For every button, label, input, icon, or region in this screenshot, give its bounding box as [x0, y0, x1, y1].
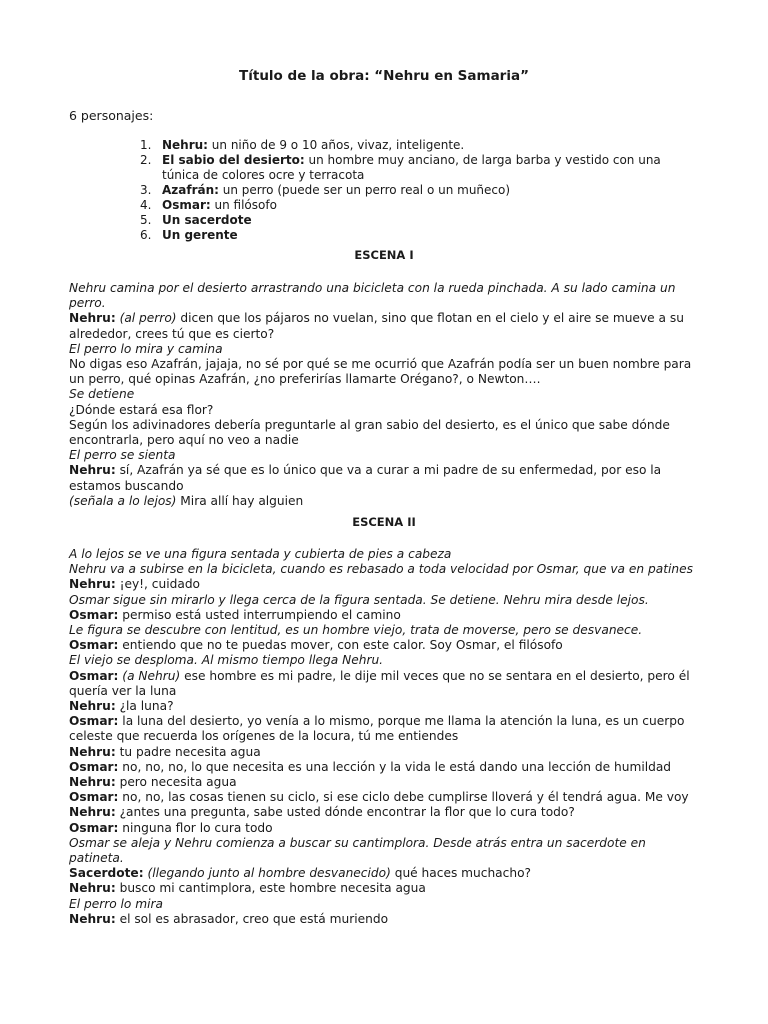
stage-direction: El perro lo mira [69, 896, 164, 911]
speaker-name: Osmar: [69, 759, 119, 774]
dialogue-line [69, 669, 699, 699]
speaker-name: Nehru: [69, 881, 116, 896]
stage-direction: Se detiene [69, 387, 135, 402]
spoken-text: ninguna flor lo cura todo [118, 820, 273, 835]
character-number: 1. [140, 138, 152, 152]
spoken-text: busco mi cantimplora, este hombre necesita agua [115, 881, 426, 896]
dialogue-line [69, 745, 699, 760]
character-number: 5. [140, 213, 152, 227]
spoken-text: ese hombre es mi padre, le dije mil veces que no se sentara en el desierto, pero él quería ver la luna [69, 668, 690, 698]
stage-direction: Osmar sigue sin mirarlo y llega cerca de la figura sentada. Se detiene. Nehru mira desde lejos. [69, 592, 649, 607]
character-count: 6 personajes: [69, 108, 154, 123]
spoken-text: dicen que los pájaros no vuelan, sino que flotan en el cielo y el aire se mueve a su alrededor, crees tú que es cierto? [69, 311, 684, 341]
scene-1-heading: ESCENA I [354, 248, 414, 262]
stage-direction: El viejo se desploma. Al mismo tiempo llega Nehru. [69, 653, 384, 668]
speaker-name: Nehru: [69, 744, 116, 759]
spoken-text: el sol es abrasador, creo que está muriendo [115, 911, 389, 926]
stage-direction: El perro lo mira y camina [69, 341, 223, 356]
character-detail: un perro (puede ser un perro real o un muñeco) [218, 183, 511, 197]
dialogue-line: No digas eso Azafrán, jajaja, no sé por qué se me ocurrió que Azafrán podía ser un buen nombre para un perro, qué opinas Azafrán, ¿no preferirías llamarte Orégano?, o Newton…. [69, 357, 692, 387]
character-name: Nehru: [162, 138, 208, 152]
dialogue-line [69, 494, 699, 509]
spoken-text: Mira allí hay alguien [176, 493, 304, 508]
character-number: 4. [140, 198, 152, 212]
speaker-name: Osmar: [69, 668, 119, 683]
speaker-name: Osmar: [69, 790, 119, 805]
character-item [140, 183, 700, 198]
speaker-name: Osmar: [69, 820, 119, 835]
character-description [162, 153, 700, 183]
dialogue-line [69, 775, 699, 790]
scene-2-heading: ESCENA II [352, 515, 416, 529]
spoken-text: no, no, no, lo que necesita es una lección y la vida le está dando una lección de humildad [118, 759, 672, 774]
spoken-text: pero necesita agua [115, 775, 237, 790]
dialogue-line [69, 912, 699, 927]
speaker-name: Nehru: [69, 699, 116, 714]
speaker-name: Osmar: [69, 638, 119, 653]
character-name: Azafrán: [162, 183, 219, 197]
stage-direction: El perro se sienta [69, 448, 176, 463]
spoken-text: no, no, las cosas tienen su ciclo, si ese ciclo debe cumplirse lloverá y él tendrá agua. Me voy [118, 790, 689, 805]
stage-direction: Nehru va a subirse en la bicicleta, cuando es rebasado a toda velocidad por Osmar, que va en patines [69, 562, 693, 577]
character-description [162, 228, 700, 243]
spoken-text: sí, Azafrán ya sé que es lo único que va a curar a mi padre de su enfermedad, por eso la estamos buscando [69, 463, 662, 493]
character-item [140, 228, 700, 243]
character-detail: un filósofo [210, 198, 277, 212]
character-detail: un niño de 9 o 10 años, vivaz, inteligente. [207, 138, 465, 152]
character-item [140, 153, 700, 183]
dialogue-line: ¿Dónde estará esa flor? [69, 402, 214, 417]
dialogue-line [69, 463, 699, 493]
character-description [162, 138, 700, 153]
stage-aside: (al perro) [115, 311, 177, 326]
character-item [140, 213, 700, 228]
character-description [162, 198, 700, 213]
speaker-name: Nehru: [69, 775, 116, 790]
character-list [140, 138, 700, 243]
stage-aside: (llegando junto al hombre desvanecido) [143, 866, 391, 881]
character-number: 6. [140, 228, 152, 242]
spoken-text: ¡ey!, cuidado [115, 577, 201, 592]
speaker-name: Sacerdote: [69, 866, 144, 881]
spoken-text: la luna del desierto, yo venía a lo mismo, porque me llama la atención la luna, es un cuerpo celeste que recuerda los orígenes de la locura, tú me entiendes [69, 714, 685, 744]
character-item [140, 198, 700, 213]
dialogue-line [69, 760, 699, 775]
dialogue-line [69, 821, 699, 836]
character-name: Un gerente [162, 228, 238, 242]
dialogue-line [69, 699, 699, 714]
dialogue-line [69, 638, 699, 653]
dialogue-line [69, 790, 699, 805]
spoken-text: ¿la luna? [115, 699, 174, 714]
character-name: Un sacerdote [162, 213, 252, 227]
speaker-name: Nehru: [69, 577, 116, 592]
dialogue-line [69, 608, 699, 623]
character-description [162, 213, 700, 228]
dialogue-line [69, 805, 699, 820]
spoken-text: permiso está usted interrumpiendo el camino [118, 607, 401, 622]
character-description [162, 183, 700, 198]
stage-aside: (a Nehru) [118, 668, 181, 683]
spoken-text: entiendo que no te puedas mover, con este calor. Soy Osmar, el filósofo [118, 638, 563, 653]
stage-direction: Le figura se descubre con lentitud, es un hombre viejo, trata de moverse, pero se desvanece. [69, 623, 643, 638]
speaker-name: Osmar: [69, 714, 119, 729]
dialogue-line [69, 311, 699, 341]
speaker-name: Osmar: [69, 607, 119, 622]
spoken-text: qué haces muchacho? [390, 866, 532, 881]
character-number: 2. [140, 153, 152, 167]
stage-aside: (señala a lo lejos) [69, 493, 177, 508]
stage-direction: Nehru camina por el desierto arrastrando una bicicleta con la rueda pinchada. A su lado camina un perro. [69, 281, 676, 311]
dialogue-line: Según los adivinadores debería preguntarle al gran sabio del desierto, es el único que sabe dónde encontrarla, pero aquí no veo a nadie [69, 417, 670, 448]
character-detail: un hombre muy anciano, de larga barba y vestido con una túnica de colores ocre y terracota [162, 153, 661, 182]
character-item [140, 138, 700, 153]
speaker-name: Nehru: [69, 911, 116, 926]
speaker-name: Nehru: [69, 311, 116, 326]
character-number: 3. [140, 183, 152, 197]
dialogue-line [69, 577, 699, 592]
spoken-text: ¿antes una pregunta, sabe usted dónde encontrar la flor que lo cura todo? [115, 805, 575, 820]
scene-2-text [69, 547, 699, 927]
dialogue-line [69, 866, 699, 881]
stage-direction: A lo lejos se ve una figura sentada y cubierta de pies a cabeza [69, 547, 452, 561]
dialogue-line [69, 714, 699, 744]
play-title: Título de la obra: “Nehru en Samaria” [239, 68, 529, 84]
scene-1-text [69, 281, 699, 509]
speaker-name: Nehru: [69, 805, 116, 820]
character-name: El sabio del desierto: [162, 153, 305, 167]
stage-direction: Osmar se aleja y Nehru comienza a buscar su cantimplora. Desde atrás entra un sacerdote en patineta. [69, 835, 646, 866]
character-name: Osmar: [162, 198, 211, 212]
speaker-name: Nehru: [69, 463, 116, 478]
spoken-text: tu padre necesita agua [115, 744, 261, 759]
dialogue-line [69, 881, 699, 896]
